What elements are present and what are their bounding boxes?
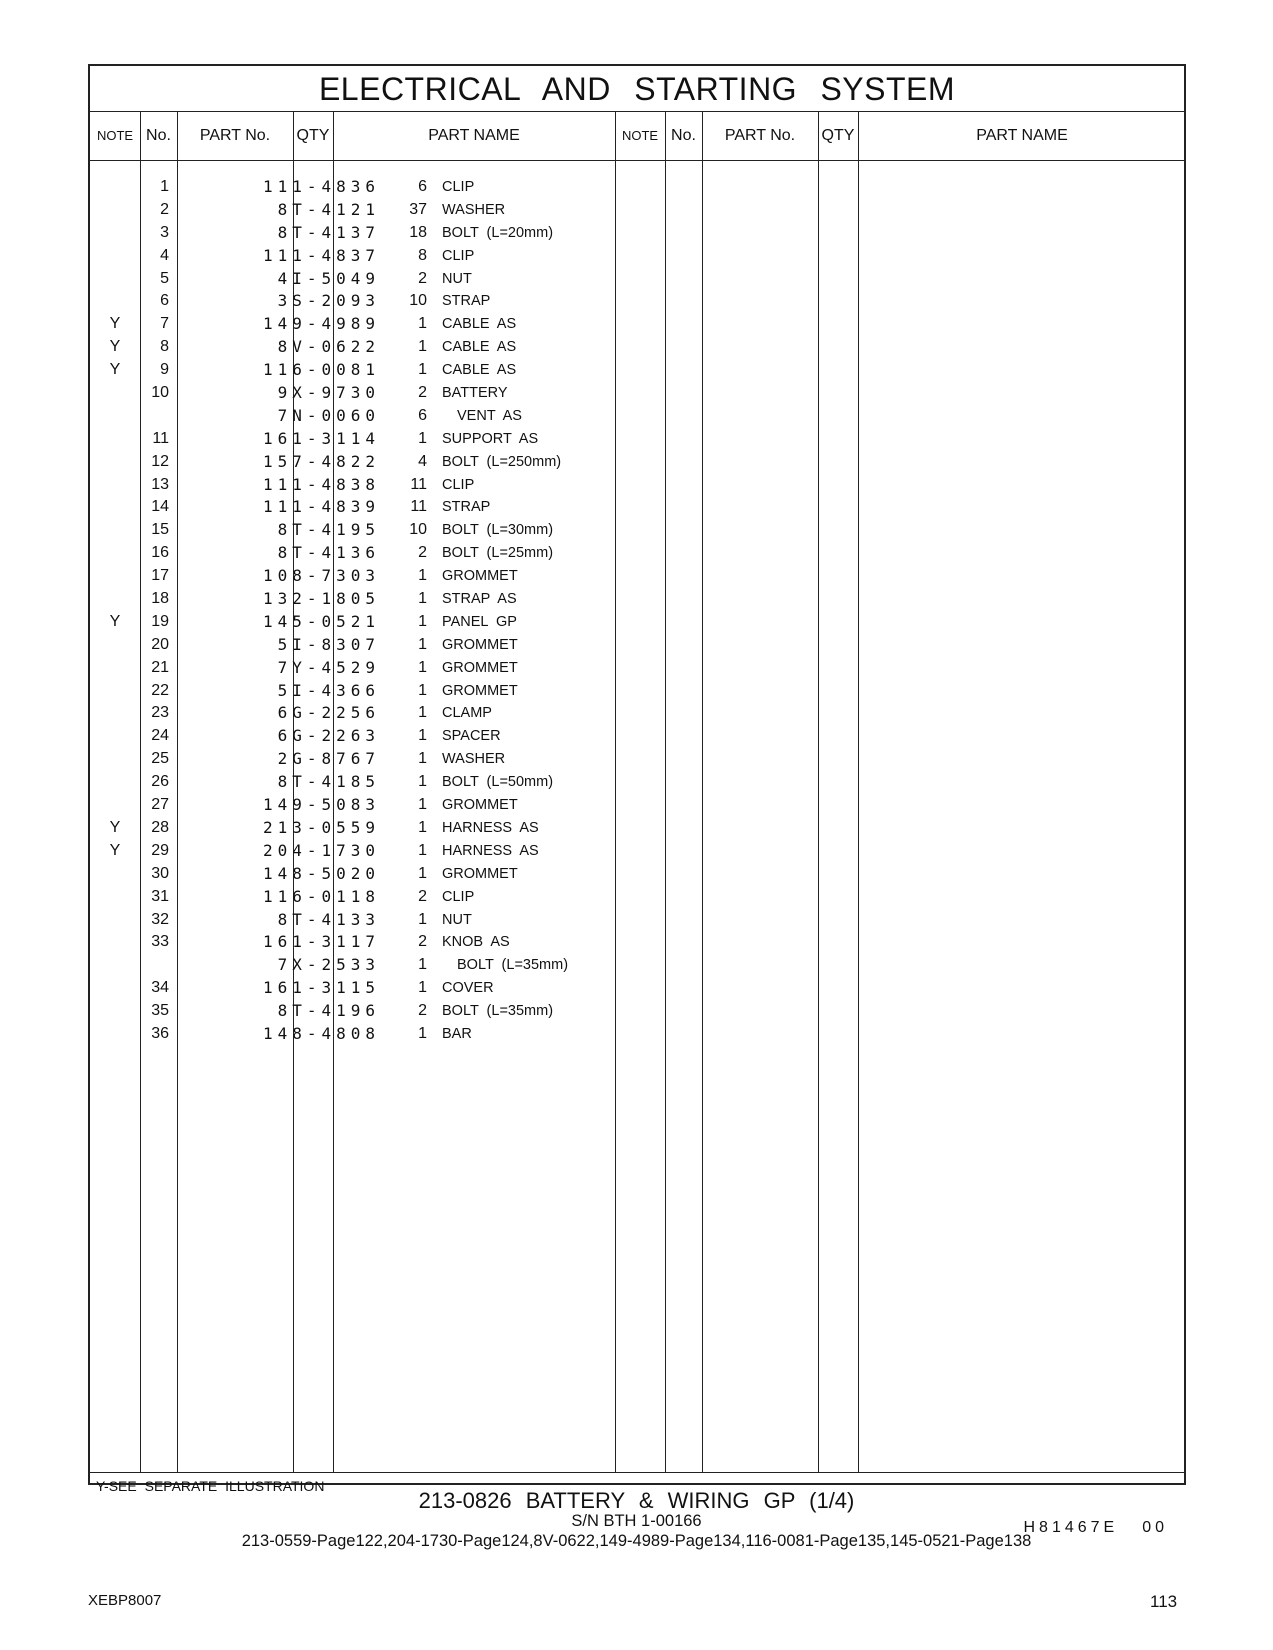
row-part-name: VENT AS xyxy=(457,407,522,424)
row-note xyxy=(90,519,140,542)
row-number: 7 xyxy=(160,315,169,333)
row-note xyxy=(90,176,140,199)
row-number: 19 xyxy=(151,612,169,630)
row-part-no: 111-4839 xyxy=(262,497,380,517)
row-part-no: 149-4989 xyxy=(262,314,380,334)
row-note xyxy=(90,405,140,428)
row-part-name: BOLT (L=50mm) xyxy=(442,774,554,791)
row-note xyxy=(90,268,140,291)
header-note-left: NOTE xyxy=(96,128,134,143)
row-number: 26 xyxy=(151,773,169,791)
row-note xyxy=(90,474,140,497)
row-note xyxy=(90,657,140,680)
revision: 00 xyxy=(1142,1519,1168,1536)
table-row xyxy=(90,863,1184,886)
table-row xyxy=(90,290,1184,313)
row-part-no: 8T-4133 xyxy=(277,909,380,929)
table-row xyxy=(90,176,1184,199)
row-part-no: 3S-2093 xyxy=(277,291,380,311)
row-part-name: GROMMET xyxy=(442,568,518,585)
row-part-no: 157-4822 xyxy=(262,451,380,471)
row-part-name: GROMMET xyxy=(442,682,518,699)
row-qty: 37 xyxy=(409,200,427,218)
row-qty: 1 xyxy=(418,773,427,791)
row-note xyxy=(90,428,140,451)
note-legend: Y-SEE SEPARATE ILLUSTRATION xyxy=(96,1478,325,1494)
row-qty: 1 xyxy=(418,956,427,974)
table-row xyxy=(90,519,1184,542)
row-part-name: CABLE AS xyxy=(442,316,517,333)
row-note xyxy=(90,634,140,657)
table-row xyxy=(90,748,1184,771)
row-part-no: 108-7303 xyxy=(262,566,380,586)
row-part-no: 5I-4366 xyxy=(277,680,380,700)
row-part-name: BOLT (L=30mm) xyxy=(442,522,554,539)
table-row xyxy=(90,886,1184,909)
row-number: 2 xyxy=(160,200,169,218)
row-qty: 2 xyxy=(418,1002,427,1020)
row-number: 22 xyxy=(151,681,169,699)
row-part-no: 8T-4196 xyxy=(277,1001,380,1021)
row-number: 29 xyxy=(151,841,169,859)
row-number: 21 xyxy=(151,658,169,676)
row-part-no: 161-3117 xyxy=(262,932,380,952)
row-qty: 18 xyxy=(409,223,427,241)
row-number: 12 xyxy=(151,452,169,470)
table-row xyxy=(90,977,1184,1000)
row-part-name: GROMMET xyxy=(442,865,518,882)
row-number: 10 xyxy=(151,384,169,402)
table-row xyxy=(90,1000,1184,1023)
row-number: 16 xyxy=(151,544,169,562)
row-part-name: NUT xyxy=(442,911,472,928)
row-number: 15 xyxy=(151,521,169,539)
row-number: 25 xyxy=(151,750,169,768)
row-part-name: BOLT (L=35mm) xyxy=(457,957,569,974)
row-part-no: 6G-2256 xyxy=(277,703,380,723)
row-part-name: GROMMET xyxy=(442,797,518,814)
row-number: 34 xyxy=(151,979,169,997)
header-no-left: No. xyxy=(146,127,171,144)
row-qty: 1 xyxy=(418,727,427,745)
row-note: Y xyxy=(109,841,121,859)
row-number: 35 xyxy=(151,1002,169,1020)
table-row xyxy=(90,611,1184,634)
table-row xyxy=(90,565,1184,588)
row-qty: 1 xyxy=(418,841,427,859)
row-number: 33 xyxy=(151,933,169,951)
drawing-code-text: H81467E xyxy=(1023,1519,1119,1536)
row-note xyxy=(90,954,140,977)
row-part-name: SUPPORT AS xyxy=(442,430,539,447)
row-number: 1 xyxy=(160,178,169,195)
row-part-no: 8T-4185 xyxy=(277,772,380,792)
row-qty: 1 xyxy=(418,429,427,447)
row-number: 4 xyxy=(160,246,169,264)
row-qty: 1 xyxy=(418,1024,427,1042)
row-part-name: STRAP AS xyxy=(442,591,517,608)
row-qty: 1 xyxy=(418,681,427,699)
row-part-no: 148-5020 xyxy=(262,863,380,883)
row-part-no: 145-0521 xyxy=(262,611,380,631)
row-part-no: 111-4838 xyxy=(262,474,380,494)
row-number: 20 xyxy=(151,635,169,653)
row-part-name: STRAP xyxy=(442,293,491,310)
row-number: 36 xyxy=(151,1024,169,1042)
row-number: 6 xyxy=(160,292,169,310)
table-row xyxy=(90,405,1184,428)
table-row xyxy=(90,268,1184,291)
row-qty: 2 xyxy=(418,269,427,287)
table-row xyxy=(90,359,1184,382)
footer-divider xyxy=(90,1472,1184,1473)
table-row xyxy=(90,222,1184,245)
row-part-name: PANEL GP xyxy=(442,613,517,630)
row-note xyxy=(90,1023,140,1046)
row-number: 14 xyxy=(151,498,169,516)
row-part-name: CLAMP xyxy=(442,705,492,722)
row-part-no: 116-0081 xyxy=(262,360,380,380)
row-part-no: 5I-8307 xyxy=(277,634,380,654)
row-number: 5 xyxy=(160,269,169,287)
row-note xyxy=(90,222,140,245)
row-part-no: 8T-4121 xyxy=(277,199,380,219)
row-note xyxy=(90,1000,140,1023)
row-number: 23 xyxy=(151,704,169,722)
row-note xyxy=(90,863,140,886)
row-qty: 1 xyxy=(418,864,427,882)
row-part-no: 111-4836 xyxy=(262,177,380,196)
row-note: Y xyxy=(109,818,121,836)
row-note xyxy=(90,794,140,817)
header-part-name-right: PART NAME xyxy=(976,127,1068,144)
row-part-name: NUT xyxy=(442,270,472,287)
table-row xyxy=(90,931,1184,954)
row-note xyxy=(90,451,140,474)
row-number: 31 xyxy=(151,887,169,905)
row-note xyxy=(90,382,140,405)
row-note: Y xyxy=(109,338,121,356)
document-id: XEBP8007 xyxy=(88,1592,162,1609)
row-number: 28 xyxy=(151,818,169,836)
table-row xyxy=(90,657,1184,680)
row-qty: 8 xyxy=(418,246,427,264)
row-note xyxy=(90,290,140,313)
row-part-name: BATTERY xyxy=(442,385,508,402)
table-row xyxy=(90,474,1184,497)
serial-range: S/N BTH 1-00166 xyxy=(571,1512,702,1530)
header-part-name-left: PART NAME xyxy=(428,127,520,144)
row-note xyxy=(90,496,140,519)
row-part-name: HARNESS AS xyxy=(442,842,539,859)
row-part-no: 149-5083 xyxy=(262,795,380,815)
row-qty: 1 xyxy=(418,979,427,997)
row-part-name: CLIP xyxy=(442,179,475,195)
row-part-name: HARNESS AS xyxy=(442,819,539,836)
row-part-no: 2G-8767 xyxy=(277,749,380,769)
row-note xyxy=(90,886,140,909)
row-note: Y xyxy=(109,315,121,333)
page-title: ELECTRICAL AND STARTING SYSTEM xyxy=(90,66,1184,112)
row-part-no: 7N-0060 xyxy=(277,405,380,425)
row-qty: 1 xyxy=(418,910,427,928)
header-part-no-left: PART No. xyxy=(199,127,271,144)
row-part-no: 111-4837 xyxy=(262,245,380,265)
row-note xyxy=(90,680,140,703)
row-qty: 6 xyxy=(418,178,427,195)
row-part-no: 161-3115 xyxy=(262,978,380,998)
row-qty: 1 xyxy=(418,315,427,333)
table-row xyxy=(90,794,1184,817)
row-part-name: BOLT (L=250mm) xyxy=(442,453,562,470)
row-qty: 2 xyxy=(418,544,427,562)
row-qty: 1 xyxy=(418,796,427,814)
row-part-name: CLIP xyxy=(442,247,475,264)
row-qty: 1 xyxy=(418,750,427,768)
row-qty: 2 xyxy=(418,887,427,905)
row-number xyxy=(140,954,169,977)
header-qty-right: QTY xyxy=(821,127,855,144)
row-qty: 1 xyxy=(418,567,427,585)
header-no-right: No. xyxy=(671,127,696,144)
row-number: 13 xyxy=(151,475,169,493)
table-row xyxy=(90,496,1184,519)
header-divider xyxy=(90,160,1184,161)
table-row xyxy=(90,909,1184,932)
row-part-name: BOLT (L=35mm) xyxy=(442,1003,554,1020)
row-qty: 4 xyxy=(418,452,427,470)
row-qty: 1 xyxy=(418,361,427,379)
row-number: 8 xyxy=(160,338,169,356)
row-part-name: GROMMET xyxy=(442,636,518,653)
row-note xyxy=(90,245,140,268)
row-number: 18 xyxy=(151,590,169,608)
row-part-name: CLIP xyxy=(442,476,475,493)
row-part-name: CABLE AS xyxy=(442,362,517,379)
row-note xyxy=(90,748,140,771)
group-title: 213-0826 BATTERY & WIRING GP (1/4) xyxy=(418,1488,855,1513)
row-part-name: COVER xyxy=(442,980,494,997)
row-part-no: 7X-2533 xyxy=(277,955,380,975)
table-row xyxy=(90,588,1184,611)
row-part-no: 8T-4137 xyxy=(277,222,380,242)
row-part-name: BOLT (L=20mm) xyxy=(442,224,554,241)
row-part-name: CLIP xyxy=(442,888,475,905)
row-qty: 10 xyxy=(409,521,427,539)
row-part-no: 204-1730 xyxy=(262,840,380,860)
table-row xyxy=(90,1023,1184,1046)
table-row xyxy=(90,702,1184,725)
row-part-no: 8T-4195 xyxy=(277,520,380,540)
row-part-no: 4I-5049 xyxy=(277,268,380,288)
row-part-no: 213-0559 xyxy=(262,817,380,837)
row-note xyxy=(90,199,140,222)
row-qty: 10 xyxy=(409,292,427,310)
row-note xyxy=(90,702,140,725)
table-row xyxy=(90,245,1184,268)
row-note: Y xyxy=(109,612,121,630)
row-part-no: 148-4808 xyxy=(262,1023,380,1043)
row-note xyxy=(90,542,140,565)
row-qty: 1 xyxy=(418,818,427,836)
table-row xyxy=(90,725,1184,748)
table-row xyxy=(90,382,1184,405)
row-number: 30 xyxy=(151,864,169,882)
row-part-name: KNOB AS xyxy=(442,934,510,951)
row-qty: 6 xyxy=(418,406,427,424)
table-row xyxy=(90,542,1184,565)
row-qty: 2 xyxy=(418,384,427,402)
page-number: 113 xyxy=(1150,1592,1178,1611)
header-note-right: NOTE xyxy=(621,128,659,143)
row-note xyxy=(90,931,140,954)
row-number: 27 xyxy=(151,796,169,814)
table-row xyxy=(90,771,1184,794)
row-number: 17 xyxy=(151,567,169,585)
row-note xyxy=(90,977,140,1000)
row-part-no: 8V-0622 xyxy=(277,337,380,357)
row-qty: 1 xyxy=(418,658,427,676)
row-qty: 1 xyxy=(418,590,427,608)
table-row xyxy=(90,428,1184,451)
row-note xyxy=(90,725,140,748)
row-part-no: 161-3114 xyxy=(262,428,380,448)
row-qty: 1 xyxy=(418,704,427,722)
row-qty: 11 xyxy=(410,498,427,516)
row-qty: 2 xyxy=(418,933,427,951)
row-part-no: 132-1805 xyxy=(262,589,380,609)
row-note: Y xyxy=(109,361,121,379)
table-row xyxy=(90,336,1184,359)
row-part-name: SPACER xyxy=(442,728,501,745)
row-qty: 11 xyxy=(410,475,427,493)
row-part-name: BAR xyxy=(442,1025,472,1042)
row-part-no: 8T-4136 xyxy=(277,543,380,563)
table-row xyxy=(90,954,1184,977)
row-qty: 1 xyxy=(418,612,427,630)
row-note xyxy=(90,588,140,611)
row-note xyxy=(90,565,140,588)
row-number: 11 xyxy=(152,429,169,447)
header-qty-left: QTY xyxy=(296,127,330,144)
row-part-no: 6G-2263 xyxy=(277,726,380,746)
row-qty: 1 xyxy=(418,338,427,356)
row-number: 32 xyxy=(151,910,169,928)
row-part-no: 7Y-4529 xyxy=(277,657,380,677)
row-number xyxy=(140,405,169,428)
table-row xyxy=(90,451,1184,474)
table-row xyxy=(90,680,1184,703)
page-references: 213-0559-Page122,204-1730-Page124,8V-0622,149-4989-Page134,116-0081-Page135,145-0521-Page138 xyxy=(241,1532,1032,1550)
parts-list xyxy=(90,176,1184,1046)
row-note xyxy=(90,909,140,932)
row-part-no: 9X-9730 xyxy=(277,383,380,403)
table-row xyxy=(90,840,1184,863)
row-part-no: 116-0118 xyxy=(262,886,380,906)
row-part-name: CABLE AS xyxy=(442,339,517,356)
row-part-name: GROMMET xyxy=(442,659,518,676)
row-part-name: WASHER xyxy=(442,201,506,218)
row-number: 3 xyxy=(160,223,169,241)
table-row xyxy=(90,313,1184,336)
row-number: 9 xyxy=(160,361,169,379)
row-qty: 1 xyxy=(418,635,427,653)
row-part-name: WASHER xyxy=(442,751,506,768)
row-part-name: BOLT (L=25mm) xyxy=(442,545,554,562)
table-row xyxy=(90,817,1184,840)
header-part-no-right: PART No. xyxy=(724,127,796,144)
table-row xyxy=(90,199,1184,222)
row-part-name: STRAP xyxy=(442,499,491,516)
row-note xyxy=(90,771,140,794)
row-number: 24 xyxy=(151,727,169,745)
table-row xyxy=(90,634,1184,657)
